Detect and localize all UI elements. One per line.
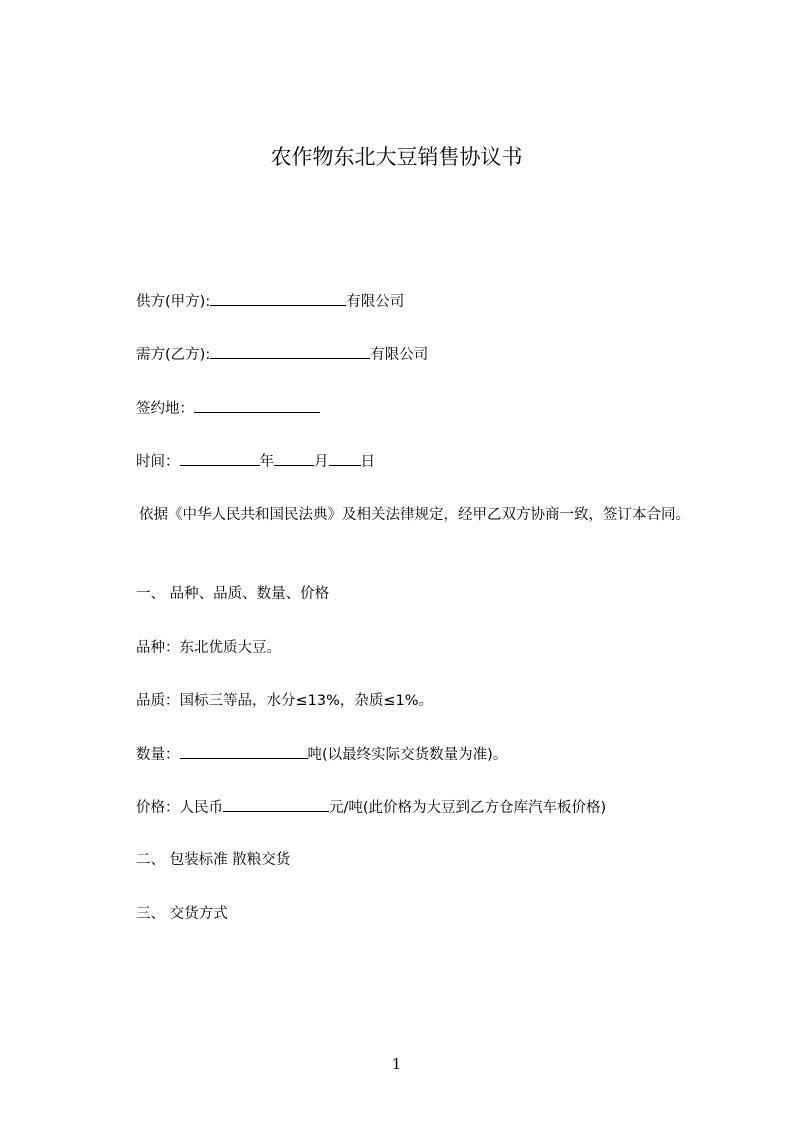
price-label: 价格：人民币	[136, 800, 223, 816]
document-title: 农作物东北大豆销售协议书	[270, 145, 523, 169]
section-3-heading: 三、 交货方式	[136, 906, 228, 922]
section-1-heading: 一、 品种、品质、数量、价格	[136, 586, 330, 602]
buyer-name-blank[interactable]	[210, 344, 370, 359]
time-label: 时间：	[136, 454, 180, 470]
page-number: 1	[391, 1055, 402, 1073]
buyer-label: 需方(乙方):	[136, 347, 211, 363]
supplier-suffix: 有限公司	[346, 294, 405, 310]
sign-place-line	[136, 398, 320, 419]
price-blank[interactable]	[223, 797, 329, 812]
quality-line: 品质：国标三等品，水分≤13%，杂质≤1%。	[136, 693, 434, 709]
price-suffix: 元/吨(此价格为大豆到乙方仓库汽车板价格)	[329, 800, 607, 816]
year-label: 年	[259, 454, 274, 470]
sign-place-blank[interactable]	[194, 398, 320, 413]
sign-place-label: 签约地：	[136, 401, 194, 417]
variety-line: 品种：东北优质大豆。	[136, 640, 281, 656]
month-label: 月	[314, 454, 329, 470]
section-2-heading: 二、 包装标准 散粮交货	[136, 852, 291, 868]
quantity-line	[136, 744, 507, 765]
day-blank[interactable]	[329, 451, 361, 466]
supplier-label: 供方(甲方):	[136, 294, 211, 310]
month-blank[interactable]	[274, 451, 314, 466]
quantity-blank[interactable]	[180, 744, 308, 759]
year-blank[interactable]	[180, 451, 260, 466]
buyer-line	[136, 344, 428, 365]
quantity-label: 数量：	[136, 747, 180, 763]
supplier-line	[136, 291, 404, 312]
price-line	[136, 797, 606, 818]
preamble-paragraph: 依据《中华人民共和国民法典》及相关法律规定，经甲乙双方协商一致，签订本合同。	[139, 507, 690, 523]
day-label: 日	[360, 454, 375, 470]
quantity-suffix: 吨(以最终实际交货数量为准)。	[307, 747, 508, 763]
supplier-name-blank[interactable]	[210, 291, 346, 306]
time-line	[136, 451, 375, 472]
buyer-suffix: 有限公司	[370, 347, 429, 363]
